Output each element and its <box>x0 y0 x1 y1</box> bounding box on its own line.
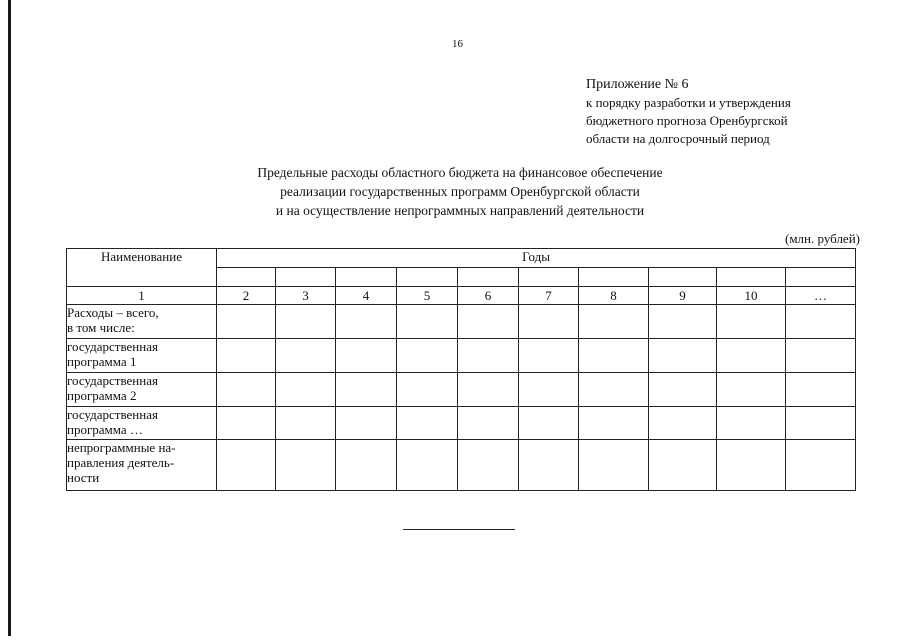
value-cell <box>649 407 717 440</box>
header-row <box>67 249 856 268</box>
value-cell <box>217 407 276 440</box>
header-years-cell: Годы <box>217 249 856 268</box>
annex-line: Приложение № 6 <box>586 77 689 92</box>
value-cell <box>717 373 786 407</box>
value-cell <box>717 407 786 440</box>
value-cell <box>336 440 397 491</box>
column-number: 3 <box>276 287 336 305</box>
value-cell <box>397 305 458 339</box>
column-number: 10 <box>717 287 786 305</box>
value-cell <box>397 373 458 407</box>
table-row <box>67 339 856 373</box>
value-cell <box>717 305 786 339</box>
row-name-cell <box>67 407 217 440</box>
row-name-cell <box>67 305 217 339</box>
value-cell <box>276 339 336 373</box>
column-number: 2 <box>217 287 276 305</box>
row-name-line: государственная <box>67 407 158 422</box>
value-cell <box>717 339 786 373</box>
value-cell <box>276 407 336 440</box>
value-cell <box>786 440 856 491</box>
value-cell <box>786 305 856 339</box>
value-cell <box>649 339 717 373</box>
row-name-line: программа 2 <box>67 388 137 403</box>
value-cell <box>519 305 579 339</box>
table-row <box>67 407 856 440</box>
row-name-line: правления деятель- <box>67 455 175 470</box>
column-number: 4 <box>336 287 397 305</box>
title-line: и на осуществление непрограммных направлений деятельности <box>275 203 645 218</box>
column-number: 6 <box>458 287 519 305</box>
value-cell <box>579 440 649 491</box>
value-cell <box>458 339 519 373</box>
value-cell <box>579 407 649 440</box>
year-cell <box>786 268 856 287</box>
row-name-cell <box>67 373 217 407</box>
value-cell <box>217 373 276 407</box>
value-cell <box>336 373 397 407</box>
value-cell <box>519 407 579 440</box>
value-cell <box>217 440 276 491</box>
value-cell <box>649 305 717 339</box>
value-cell <box>458 305 519 339</box>
value-cell <box>786 373 856 407</box>
value-cell <box>649 373 717 407</box>
row-name-line: программа … <box>67 422 143 437</box>
row-name-cell <box>67 440 217 491</box>
page-edge-bar <box>8 0 11 636</box>
row-name-line: непрограммные на- <box>67 440 176 455</box>
value-cell <box>276 305 336 339</box>
page-number: 16 <box>452 38 463 50</box>
title-line: реализации государственных программ Оренбургской области <box>280 184 640 199</box>
table-row <box>67 305 856 339</box>
value-cell <box>217 339 276 373</box>
value-cell <box>458 407 519 440</box>
column-number: 5 <box>397 287 458 305</box>
column-number: 1 <box>67 287 217 305</box>
year-cell <box>276 268 336 287</box>
annex-line: к порядку разработки и утверждения <box>586 95 791 110</box>
table-row <box>67 440 856 491</box>
column-number: … <box>786 287 856 305</box>
value-cell <box>397 440 458 491</box>
value-cell <box>579 373 649 407</box>
value-cell <box>336 305 397 339</box>
year-cell <box>397 268 458 287</box>
row-name-cell <box>67 339 217 373</box>
row-name-line: в том числе: <box>67 320 135 335</box>
column-number: 9 <box>649 287 717 305</box>
year-cell <box>458 268 519 287</box>
year-cell <box>649 268 717 287</box>
value-cell <box>336 407 397 440</box>
header-name-cell: Наименование <box>67 249 217 287</box>
row-name-line: государственная <box>67 373 158 388</box>
row-name-line: ности <box>67 470 100 485</box>
column-number: 8 <box>579 287 649 305</box>
year-cell <box>717 268 786 287</box>
annex-line: бюджетного прогноза Оренбургской <box>586 113 788 128</box>
year-cell <box>217 268 276 287</box>
value-cell <box>786 339 856 373</box>
column-number: 7 <box>519 287 579 305</box>
row-name-line: государственная <box>67 339 158 354</box>
document-title <box>160 163 760 220</box>
value-cell <box>336 339 397 373</box>
units-label: (млн. рублей) <box>785 231 860 246</box>
annex-block <box>586 76 791 148</box>
table-row <box>67 373 856 407</box>
value-cell <box>217 305 276 339</box>
year-cell <box>519 268 579 287</box>
value-cell <box>786 407 856 440</box>
value-cell <box>579 305 649 339</box>
value-cell <box>458 440 519 491</box>
value-cell <box>276 373 336 407</box>
row-name-line: Расходы – всего, <box>67 305 159 320</box>
value-cell <box>397 407 458 440</box>
value-cell <box>519 373 579 407</box>
budget-table <box>66 248 856 491</box>
title-line: Предельные расходы областного бюджета на финансовое обеспечение <box>257 165 663 180</box>
value-cell <box>458 373 519 407</box>
value-cell <box>397 339 458 373</box>
value-cell <box>519 339 579 373</box>
annex-line: области на долгосрочный период <box>586 131 770 146</box>
year-cell <box>336 268 397 287</box>
column-number-row <box>67 287 856 305</box>
footnote-separator <box>403 529 515 530</box>
value-cell <box>519 440 579 491</box>
year-cell <box>579 268 649 287</box>
value-cell <box>276 440 336 491</box>
value-cell <box>717 440 786 491</box>
value-cell <box>649 440 717 491</box>
value-cell <box>579 339 649 373</box>
row-name-line: программа 1 <box>67 354 137 369</box>
